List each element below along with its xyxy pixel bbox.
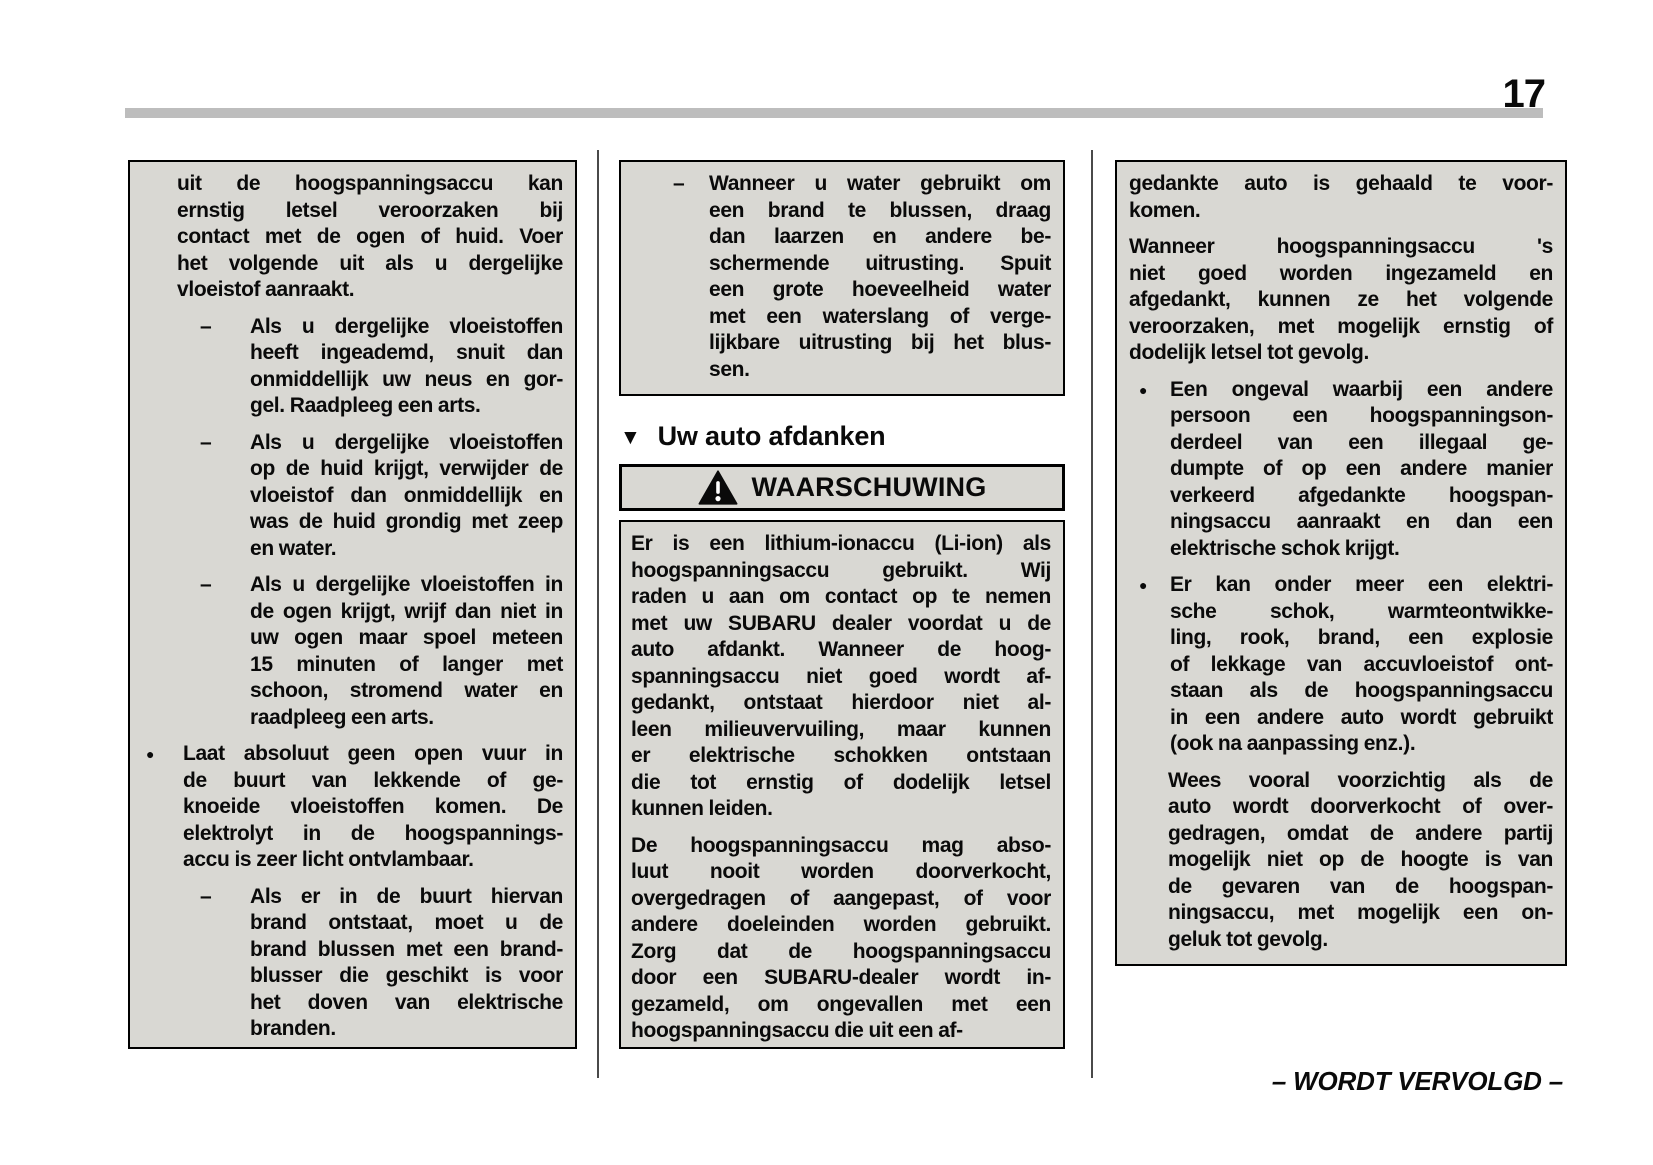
dash-marker: – <box>200 430 212 454</box>
text-line: leen milieuvervuiling, maar kunnen <box>631 717 1051 741</box>
text-line: een grote hoeveelheid water <box>709 278 1051 301</box>
text-line: door een SUBARU-dealer wordt in- <box>631 966 1051 989</box>
text-lines <box>1170 572 1553 758</box>
text-line: andere doeleinden worden gebruikt. <box>631 913 1051 936</box>
warning-header <box>619 464 1065 511</box>
text-line: Als er in de buurt hiervan <box>250 884 563 908</box>
text-line: raadpleeg een arts. <box>250 705 434 729</box>
text-line: op de huid krijgt, verwijder de <box>250 457 563 480</box>
text-lines <box>1129 234 1553 367</box>
text-line: ernstig letsel veroorzaken bij <box>177 198 563 222</box>
text-lines <box>250 314 563 420</box>
paragraph-block <box>177 171 563 304</box>
text-line: vloeistof dan onmiddellijk en <box>250 483 563 507</box>
paragraph-block <box>1129 234 1553 367</box>
dash-list-item <box>200 572 563 731</box>
text-line: elektrische schok krijgt. <box>1170 536 1400 560</box>
text-lines <box>1129 171 1553 224</box>
warning-label: WAARSCHUWING <box>751 472 987 502</box>
text-line: overgedragen of aangepast, of voor <box>631 886 1051 910</box>
text-line: verkeerd afgedankte hoogspan- <box>1170 483 1553 507</box>
text-line: in een andere auto wordt gebruikt <box>1170 705 1553 729</box>
text-line: lijkbare uitrusting bij het blus- <box>709 331 1051 354</box>
text-line: gedragen, omdat de andere partij <box>1168 821 1553 845</box>
text-line: Als u dergelijke vloeistoffen <box>250 430 563 454</box>
text-line: geluk tot gevolg. <box>1168 927 1328 951</box>
dash-list-item <box>673 171 1051 383</box>
text-line: 15 minuten of langer met <box>250 652 563 676</box>
text-line: uit de hoogspanningsaccu kan <box>177 172 563 195</box>
text-line: ningsaccu aanraakt en dan een <box>1170 510 1553 533</box>
text-line: brand blussen met een brand- <box>250 937 563 961</box>
text-line: dodelijk letsel tot gevolg. <box>1129 341 1369 364</box>
text-line: er elektrische schokken ontstaan <box>631 744 1051 767</box>
text-line: met uw SUBARU dealer voordat u de <box>631 611 1051 635</box>
text-line: Een ongeval waarbij een andere <box>1170 377 1553 401</box>
bullet-list-item <box>140 741 563 874</box>
text-lines <box>1168 768 1553 954</box>
page-number: 17 <box>1502 72 1545 116</box>
text-line: gezameld, om ongevallen met een <box>631 992 1051 1016</box>
text-line: gedankte auto is gehaald te voor- <box>1129 172 1553 195</box>
text-line: dumpte of op een andere manier <box>1170 457 1553 480</box>
text-line: veroorzaken, met mogelijk ernstig of <box>1129 314 1553 338</box>
text-line: derdeel van een illegaal ge- <box>1170 430 1553 454</box>
bullet-marker: ● <box>146 746 155 762</box>
dash-list-item <box>200 884 563 1043</box>
bullet-marker: ● <box>1139 577 1148 593</box>
text-line: gedankt, ontstaat hierdoor niet al- <box>631 691 1051 714</box>
text-line: met een waterslang of verge- <box>709 304 1051 328</box>
text-line: elektrolyt in de hoogspannings- <box>183 821 563 845</box>
paragraph-block <box>1168 768 1553 954</box>
warning-main-box-middle <box>619 520 1065 1049</box>
text-line: persoon een hoogspanningson- <box>1170 404 1553 427</box>
text-line: Er kan onder meer een elektri- <box>1170 573 1553 596</box>
text-lines <box>250 430 563 563</box>
text-lines <box>250 884 563 1043</box>
bullet-list-item <box>1137 377 1553 563</box>
text-line: sen. <box>709 357 750 381</box>
text-line: de buurt van lekkende of ge- <box>183 768 563 792</box>
text-line: hoogspanningsaccu gebruikt. Wij <box>631 558 1051 582</box>
text-line: ningsaccu, met mogelijk een on- <box>1168 901 1553 924</box>
dash-list-item <box>200 430 563 563</box>
text-line: luut nooit worden doorverkocht, <box>631 860 1051 883</box>
text-line: auto wordt doorverkocht of over- <box>1168 795 1553 818</box>
text-line: mogelijk niet op de hoogte is van <box>1168 848 1553 871</box>
warning-triangle-icon <box>698 470 738 505</box>
column-divider-left <box>597 150 599 1078</box>
text-lines <box>631 833 1051 1045</box>
text-line: heeft ingeademd, snuit dan <box>250 341 563 364</box>
text-line: contact met de ogen of huid. Voer <box>177 225 563 248</box>
paragraph-block <box>631 833 1051 1045</box>
text-line: (ook na aanpassing enz.). <box>1170 732 1416 755</box>
dash-marker: – <box>200 573 212 596</box>
text-line: komen. <box>1129 198 1201 222</box>
bullet-marker: ● <box>1139 381 1148 398</box>
text-line: Wees vooral voorzichtig als de <box>1168 768 1553 792</box>
text-lines <box>1170 377 1553 563</box>
text-line: De hoogspanningsaccu mag abso- <box>631 833 1051 857</box>
continuation-note: – WORDT VERVOLGD – <box>1271 1066 1563 1096</box>
text-line: niet goed worden ingezameld en <box>1129 261 1553 285</box>
text-line: Laat absoluut geen open vuur in <box>183 742 563 765</box>
column-divider-right <box>1091 150 1093 1078</box>
warning-continuation-box-middle <box>619 160 1065 396</box>
dash-marker: – <box>673 172 685 195</box>
text-line: hoogspanningsaccu die uit een af- <box>631 1019 963 1042</box>
text-line: staan als de hoogspanningsaccu <box>1170 679 1553 702</box>
text-line: en water. <box>250 536 337 560</box>
text-line: onmiddellijk uw neus en gor- <box>250 367 563 391</box>
text-line: die tot ernstig of dodelijk letsel <box>631 770 1051 794</box>
text-line: Als u dergelijke vloeistoffen <box>250 314 563 338</box>
warning-continuation-box-left <box>128 160 577 1049</box>
text-line: het volgende uit als u dergelijke <box>177 251 563 275</box>
text-line: auto afdankt. Wanneer de hoog- <box>631 638 1051 661</box>
dash-list-item <box>200 314 563 420</box>
dash-marker: – <box>200 884 212 908</box>
text-line: dan laarzen en andere be- <box>709 225 1051 248</box>
text-line: schoon, stromend water en <box>250 679 563 702</box>
text-line: Als u dergelijke vloeistoffen in <box>250 573 563 596</box>
section-heading-text: Uw auto afdanken <box>657 421 886 451</box>
header-rule <box>125 108 1543 118</box>
text-line: de ogen krijgt, wrijf dan niet in <box>250 599 563 623</box>
text-line: de gevaren van de hoogspan- <box>1168 874 1553 898</box>
text-line: afgedankt, kunnen ze het volgende <box>1129 288 1553 311</box>
paragraph-block <box>631 531 1051 823</box>
text-line: sche schok, warmteontwikke- <box>1170 599 1553 623</box>
text-lines <box>709 171 1051 383</box>
text-line: knoeide vloeistoffen komen. De <box>183 795 563 818</box>
text-line: was de huid grondig met zeep <box>250 510 563 533</box>
text-line: Wanneer hoogspanningsaccu 's <box>1129 235 1553 258</box>
text-line: ling, rook, brand, een explosie <box>1170 626 1553 649</box>
text-line: raden u aan om contact op te nemen <box>631 585 1051 608</box>
text-line: gel. Raadpleeg een arts. <box>250 394 481 417</box>
text-line: Zorg dat de hoogspanningsaccu <box>631 939 1051 963</box>
text-line: een brand te blussen, draag <box>709 198 1051 222</box>
text-lines <box>631 531 1051 823</box>
bullet-list-item <box>1137 572 1553 758</box>
text-line: Wanneer u water gebruikt om <box>709 172 1051 195</box>
text-line: blusser die geschikt is voor <box>250 964 563 987</box>
text-line: accu is zeer licht ontvlambaar. <box>183 848 474 871</box>
text-line: vloeistof aanraakt. <box>177 278 355 301</box>
text-line: uw ogen maar spoel meteen <box>250 626 563 649</box>
text-line: schermende uitrusting. Spuit <box>709 251 1051 275</box>
text-line: spanningsaccu niet goed wordt af- <box>631 664 1051 688</box>
text-lines <box>177 171 563 304</box>
paragraph-block <box>1129 171 1553 224</box>
text-line: brand ontstaat, moet u de <box>250 911 563 934</box>
dash-marker: – <box>200 314 212 338</box>
text-line: of lekkage van accuvloeistof ont- <box>1170 652 1553 676</box>
text-lines <box>250 572 563 731</box>
text-line: het doven van elektrische <box>250 990 563 1014</box>
section-marker-icon: ▼ <box>620 426 641 449</box>
warning-continuation-box-right <box>1115 160 1567 966</box>
section-heading <box>620 421 885 452</box>
text-line: branden. <box>250 1017 336 1040</box>
text-line: Er is een lithium-ionaccu (Li-ion) als <box>631 532 1051 555</box>
text-lines <box>183 741 563 874</box>
text-line: kunnen leiden. <box>631 797 773 820</box>
